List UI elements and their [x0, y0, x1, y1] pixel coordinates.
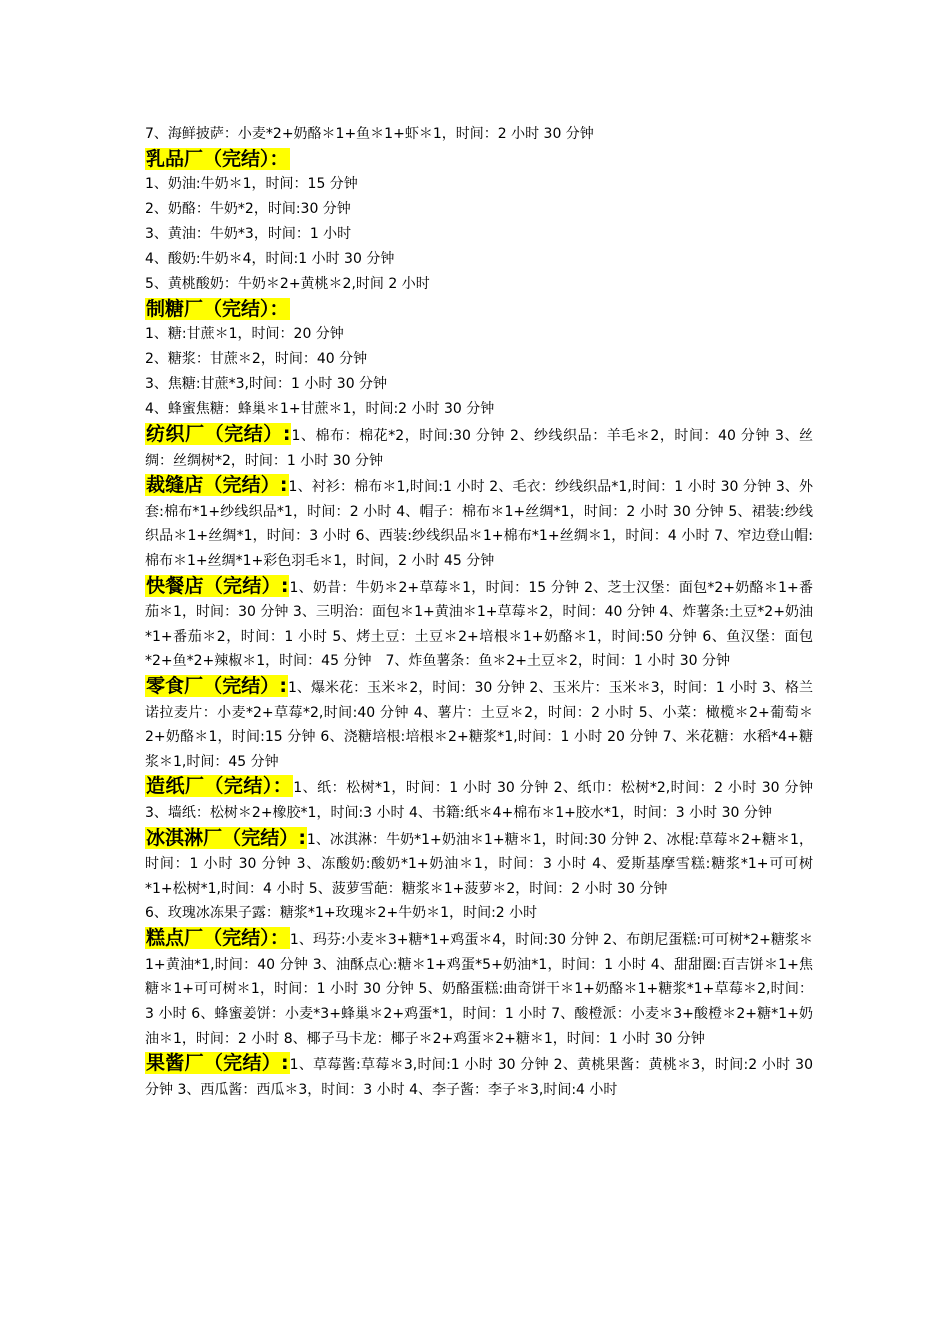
section-heading-icecream: 冰淇淋厂（完结）: [146, 826, 306, 849]
section-text: 1、玛芬:小麦＊3+糖*1+鸡蛋＊4，时间:30 分钟 2、布朗尼蛋糕:可可树*2+糖浆＊1+黄油*1,时间：40 分钟 3、油酥点心:糖＊1+鸡蛋*5+奶油*1，时间：1 小时 4、甜甜圈:百吉饼＊1+焦糖＊1+可可树＊1，时间：1 小时 30 分钟 5、奶酪蛋糕:曲奇饼干＊1+奶酪＊1+糖浆*1+草莓＊2,时间：3 小时 6、蜂蜜姜饼：小麦*3+蜂巢＊2+鸡蛋*1，时间：1 小时 7、酸橙派：小麦＊3+酸橙＊2+糖*1+奶油＊1，时间：2 小时 8、椰子马卡龙：椰子＊2+鸡蛋＊2+糖＊1，时间：1 小时 30 分钟 [145, 932, 813, 1047]
section-text: 1、纸：松树*1，时间：1 小时 30 分钟 2、纸巾：松树*2,时间：2 小时 30 分钟 3、墙纸：松树＊2+橡胶*1，时间:3 小时 4、书籍:纸＊4+棉布＊1+胶水*1，时间：3 小时 30 分钟 [145, 780, 813, 821]
recipe-line: 3、焦糖:甘蔗*3,时间：1 小时 30 分钟 [145, 376, 388, 392]
section-text: 1、冰淇淋：牛奶*1+奶油＊1+糖＊1，时间:30 分钟 2、冰棍:草莓＊2+糖＊1，时间：1 小时 30 分钟 3、冻酸奶:酸奶*1+奶油＊1，时间：3 小时 4、爱斯基摩雪糕:糖浆*1+可可树*1+松树*1,时间：4 小时 5、菠萝雪葩：糖浆＊1+菠萝＊2，时间：2 小时 30 分钟 [145, 831, 813, 897]
section-heading-bakery: 糕点厂（完结）： [146, 927, 289, 950]
section-textile [145, 422, 813, 473]
heading-highlight: 乳品厂（完结）： [146, 148, 289, 170]
heading-highlight: 制糖厂（完结）： [146, 298, 289, 320]
recipe-line: 5、黄桃酸奶：牛奶＊2+黄桃＊2,时间 2 小时 [145, 276, 430, 292]
section-icecream [145, 826, 813, 902]
section-jam [145, 1051, 813, 1102]
section-heading-textile: 纺织厂（完结）: [146, 423, 291, 445]
recipe-line: 4、蜂蜜焦糖：蜂巢＊1+甘蔗＊1，时间:2 小时 30 分钟 [145, 401, 495, 417]
section-heading-jam: 果酱厂（完结）: [146, 1052, 289, 1075]
section-heading-paper: 造纸厂（完结）： [146, 775, 293, 798]
section-heading-sugar [145, 297, 813, 322]
recipe-line: 2、奶酪：牛奶*2，时间:30 分钟 [145, 201, 351, 217]
recipe-line: 4、酸奶:牛奶＊4，时间:1 小时 30 分钟 [145, 251, 395, 267]
section-text: 1、奶昔：牛奶＊2+草莓＊1，时间：15 分钟 2、芝士汉堡：面包*2+奶酪＊1+番茄＊1，时间：30 分钟 3、三明治：面包＊1+黄油＊1+草莓＊2，时间：40 分钟 4、炸薯条:土豆*2+奶油*1+番茄＊2，时间：1 小时 5、烤土豆：土豆＊2+培根＊1+奶酪＊1，时间:50 分钟 6、鱼汉堡：面包*2+鱼*2+辣椒＊1，时间：45 分钟 7、炸鱼薯条：鱼＊2+土豆＊2，时间：1 小时 30 分钟 [145, 579, 813, 670]
section-text: 1、衬衫：棉布＊1,时间:1 小时 2、毛衣：纱线织品*1,时间：1 小时 30 分钟 3、外套:棉布*1+纱线织品*1，时间：2 小时 4、帽子：棉布＊1+丝绸*1，时间：2 小时 30 分钟 5、裙装:纱线织品＊1+丝绸*1，时间：3 小时 6、西装:纱线织品＊1+棉布*1+丝绸＊1，时间：4 小时 7、窄边登山帽:棉布＊1+丝绸*1+彩色羽毛＊1，时间，2 小时 45 分钟 [145, 479, 814, 569]
recipe-line: 1、糖:甘蔗＊1，时间：20 分钟 [145, 326, 344, 342]
section-bakery [145, 926, 813, 1051]
section-heading-dairy [145, 147, 813, 172]
recipe-line: 3、黄油：牛奶*3，时间：1 小时 [145, 226, 352, 242]
section-tailor [145, 473, 813, 573]
recipe-line: 2、糖浆：甘蔗＊2，时间：40 分钟 [145, 351, 368, 367]
section-heading-fastfood: 快餐店（完结）: [146, 574, 289, 597]
recipe-line: 7、海鲜披萨：小麦*2+奶酪＊1+鱼＊1+虾＊1，时间：2 小时 30 分钟 [145, 126, 594, 142]
section-fastfood [145, 574, 813, 674]
section-text: 1、棉布：棉花*2，时间:30 分钟 2、纱线织品：羊毛＊2，时间：40 分钟 3、丝绸：丝绸树*2，时间：1 小时 30 分钟 [145, 428, 813, 469]
recipe-line: 1、奶油:牛奶＊1，时间：15 分钟 [145, 176, 358, 192]
recipe-line: 6、玫瑰冰冻果子露：糖浆*1+玫瑰＊2+牛奶＊1，时间:2 小时 [145, 905, 538, 922]
document-body [145, 122, 813, 1102]
section-snack [145, 674, 813, 774]
section-heading-snack: 零食厂（完结）: [146, 674, 287, 697]
section-heading-tailor: 裁缝店（完结）: [146, 474, 288, 497]
section-text: 1、草莓酱:草莓＊3,时间:1 小时 30 分钟 2、黄桃果酱：黄桃＊3，时间:2 小时 30 分钟 3、西瓜酱：西瓜＊3，时间：3 小时 4、李子酱：李子＊3,时间:4 小时 [145, 1057, 813, 1098]
section-paper [145, 774, 813, 825]
section-text: 1、爆米花：玉米＊2，时间：30 分钟 2、玉米片：玉米＊3，时间：1 小时 3、格兰诺拉麦片：小麦*2+草莓*2,时间:40 分钟 4、薯片：土豆＊2，时间：2 小时 5、小菜：橄榄＊2+葡萄＊2+奶酪＊1，时间:15 分钟 6、浇糖培根:培根＊2+糖浆*1,时间：1 小时 20 分钟 7、米花糖：水稻*4+糖浆＊1,时间：45 分钟 [145, 679, 813, 770]
